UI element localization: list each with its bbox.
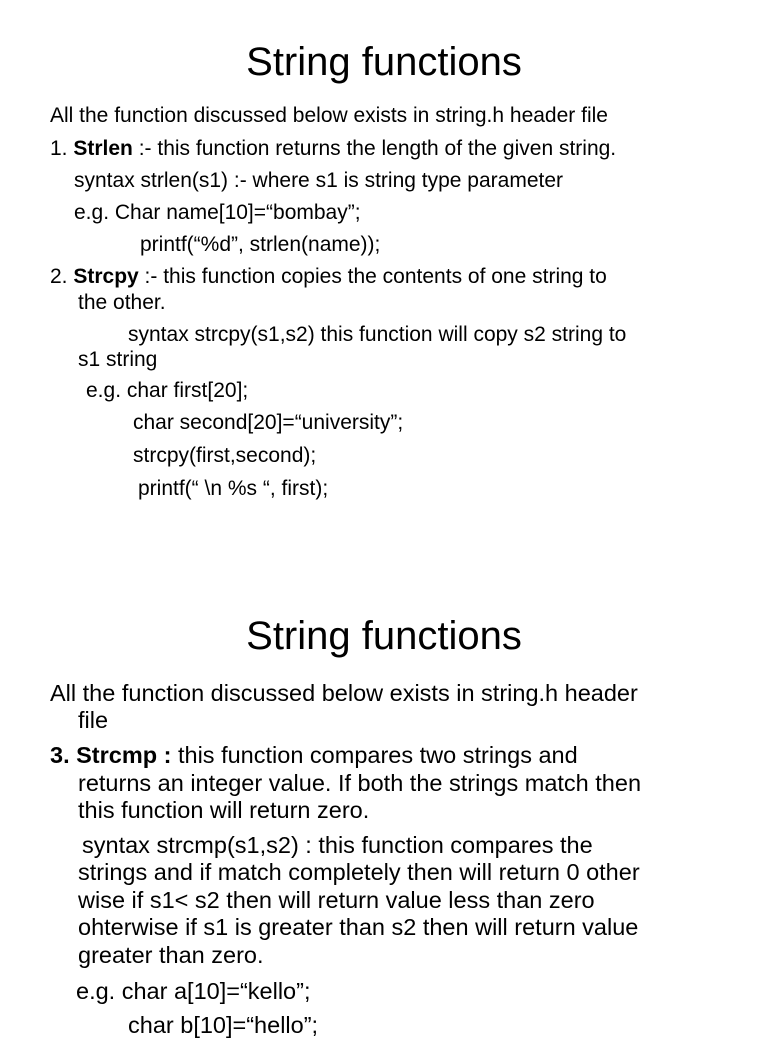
strcmp-syntax-cont: ohterwise if s1 is greater than s2 then will return value: [78, 914, 639, 940]
strlen-description: :- this function returns the length of the given string.: [132, 137, 617, 160]
strlen-syntax: syntax strlen(s1) :- where s1 is string type parameter: [74, 169, 564, 192]
strcmp-description-cont: returns an integer value. If both the strings match then: [78, 770, 642, 796]
strcmp-item: [50, 741, 578, 769]
strcpy-name: Strcpy: [73, 265, 139, 288]
strcpy-example-line: strcpy(first,second);: [133, 444, 317, 467]
strlen-item: [50, 136, 616, 162]
strcpy-example-line: char second[20]=“university”;: [133, 411, 404, 434]
strlen-name: Strlen: [73, 137, 133, 160]
slide-title: String functions: [246, 614, 522, 658]
item-number: 1.: [50, 137, 74, 160]
strcmp-syntax-cont: strings and if match completely then will return 0 other: [78, 859, 640, 885]
strcmp-example-line: char b[10]=“hello”;: [128, 1012, 319, 1038]
slide-title: String functions: [246, 40, 522, 84]
strcmp-name: 3. Strcmp :: [50, 742, 172, 768]
intro-text: All the function discussed below exists in string.h header file: [50, 104, 608, 127]
strcmp-syntax-cont: greater than zero.: [78, 942, 264, 968]
strcmp-syntax-cont: wise if s1< s2 then will return value less than zero: [78, 887, 595, 913]
strcpy-item: [50, 264, 607, 290]
strlen-example-line: printf(“%d”, strlen(name));: [140, 233, 381, 256]
item-number: 2.: [50, 265, 74, 288]
strcmp-description-cont: this function will return zero.: [78, 797, 370, 823]
strcpy-syntax-cont: s1 string: [78, 348, 158, 371]
strcmp-example-line: e.g. char a[10]=“kello”;: [76, 978, 311, 1004]
intro-text-cont: file: [78, 707, 109, 733]
strcpy-description-cont: the other.: [78, 291, 166, 314]
strcpy-syntax: syntax strcpy(s1,s2) this function will copy s2 string to: [128, 323, 627, 346]
slide-2: [0, 590, 768, 1038]
intro-text: All the function discussed below exists in string.h header: [50, 680, 638, 706]
strcpy-description: :- this function copies the contents of one string to: [138, 265, 607, 288]
strcmp-syntax: syntax strcmp(s1,s2) : this function compares the: [82, 832, 593, 858]
strcpy-example-line: e.g. char first[20];: [86, 379, 249, 402]
strlen-example-line: e.g. Char name[10]=“bombay”;: [74, 201, 361, 224]
strcpy-example-line: printf(“ \n %s “, first);: [138, 477, 329, 500]
strcmp-description: this function compares two strings and: [171, 742, 578, 768]
